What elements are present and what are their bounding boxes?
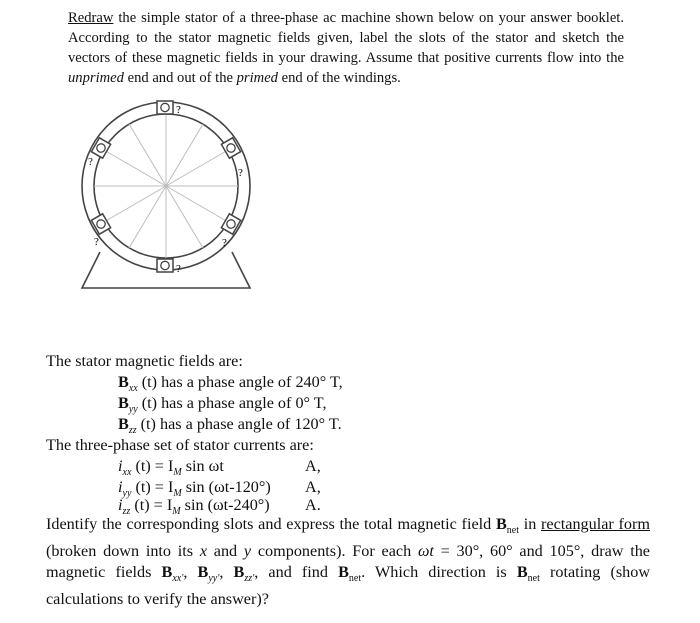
bnet-subscript: net (527, 573, 540, 585)
field-subscript: zz (128, 425, 137, 437)
bxx-symbol: B (161, 563, 173, 582)
current-unit: A. (305, 496, 321, 514)
current-subscript: yy (122, 488, 132, 500)
current-item (118, 457, 224, 478)
omega-t: ωt (417, 542, 434, 561)
question-text: components). For each (251, 542, 418, 561)
current-expression: sin (ωt-240°) (180, 496, 270, 514)
slot-label: ? (238, 167, 243, 179)
field-subscript: yy (128, 404, 138, 416)
currents-heading: The three-phase set of stator currents are: (46, 436, 314, 454)
bxx-subscript: xx' (172, 573, 184, 585)
bzz-subscript: zz' (244, 573, 255, 585)
instructions-paragraph (68, 8, 624, 88)
current-expression: sin ωt (181, 457, 224, 475)
x-variable: x (199, 542, 208, 561)
y-variable: y (243, 542, 252, 561)
bnet-symbol: B (495, 515, 507, 533)
field-description: (t) has a phase angle of 120° T. (140, 415, 342, 433)
question-text: = 30°, 60° and 105°, draw the magnetic fields (46, 542, 650, 582)
current-subscript: xx (122, 467, 132, 479)
slot-label: ? (94, 236, 99, 248)
instructions-text-3: end of the windings. (277, 70, 401, 86)
question-text: Identify the corresponding slots and express the total magnetic field (46, 515, 496, 533)
current-symbol: i (118, 496, 123, 514)
current-equals: (t) = I (130, 496, 173, 514)
slot-label: ? (222, 237, 227, 249)
current-symbol: i (118, 478, 123, 496)
field-description: (t) has a phase angle of 0° T, (141, 394, 327, 412)
question-text: and (207, 542, 244, 561)
word-redraw: Redraw (68, 10, 114, 26)
field-symbol: B (118, 394, 129, 412)
word-primed: primed (236, 70, 278, 86)
instructions-text-1: the simple stator of a three-phase ac machine shown below on your answer booklet. According to the stator magnetic fields given, label the slots of the stator and sketch the vectors of these magnetic fields in your drawing. Assume that positive currents flow into the (68, 10, 624, 66)
field-symbol: B (118, 373, 129, 391)
max-subscript: M (173, 467, 182, 479)
bzz-symbol: B (233, 563, 245, 582)
field-subscript: xx (128, 383, 138, 395)
question-paragraph: Identify the corresponding slots and express the total magnetic field $B_{net}$ in rectangular form (broken down into its x and y components). For each ωt = 30°, 60° and 105°, draw the magnetic fields $B_{xx'}$, $B_{yy'}$, $B_{zz'}$, and find $B_{net}$. Which direction is $B_{net}$ rotating (show calculations to verify the answer)? (46, 515, 651, 609)
byy-subscript: yy' (208, 573, 220, 585)
field-item (118, 394, 327, 415)
question-text: . Which direction is (361, 563, 517, 582)
instructions-text-2: end and out of the (123, 70, 237, 86)
question-text: rotating (show calculations to verify the answer)? (46, 563, 651, 609)
slot-label: ? (88, 156, 93, 168)
question-text: (broken down into its (46, 542, 200, 561)
bnet-subscript: net (506, 525, 519, 537)
current-subscript: zz (122, 506, 131, 518)
current-expression: sin (ωt-120°) (181, 478, 271, 496)
bnet-symbol: B (338, 563, 349, 582)
stator-figure (72, 92, 262, 292)
fields-heading: The stator magnetic fields are: (46, 352, 243, 370)
stator-slot (157, 101, 181, 116)
slot-label: ? (176, 263, 181, 275)
current-unit: A, (305, 478, 321, 496)
question-text: in (518, 515, 542, 533)
byy-symbol: B (197, 563, 209, 582)
max-subscript: M (173, 488, 182, 500)
field-description: (t) has a phase angle of 240° T, (141, 373, 343, 391)
bnet-subscript: net (348, 573, 362, 585)
current-equals: (t) = I (131, 478, 174, 496)
field-item (118, 373, 343, 394)
word-unprimed: unprimed (68, 70, 124, 86)
field-item (118, 415, 342, 436)
current-unit: A, (305, 457, 321, 475)
rectangular-form-phrase: rectangular form (541, 515, 650, 533)
field-symbol: B (118, 415, 129, 433)
bnet-symbol: B (516, 563, 528, 582)
current-symbol: i (118, 457, 123, 475)
max-subscript: M (172, 506, 181, 518)
current-equals: (t) = I (131, 457, 174, 475)
question-text: , and find (254, 563, 339, 582)
slot-label: ? (176, 104, 181, 116)
